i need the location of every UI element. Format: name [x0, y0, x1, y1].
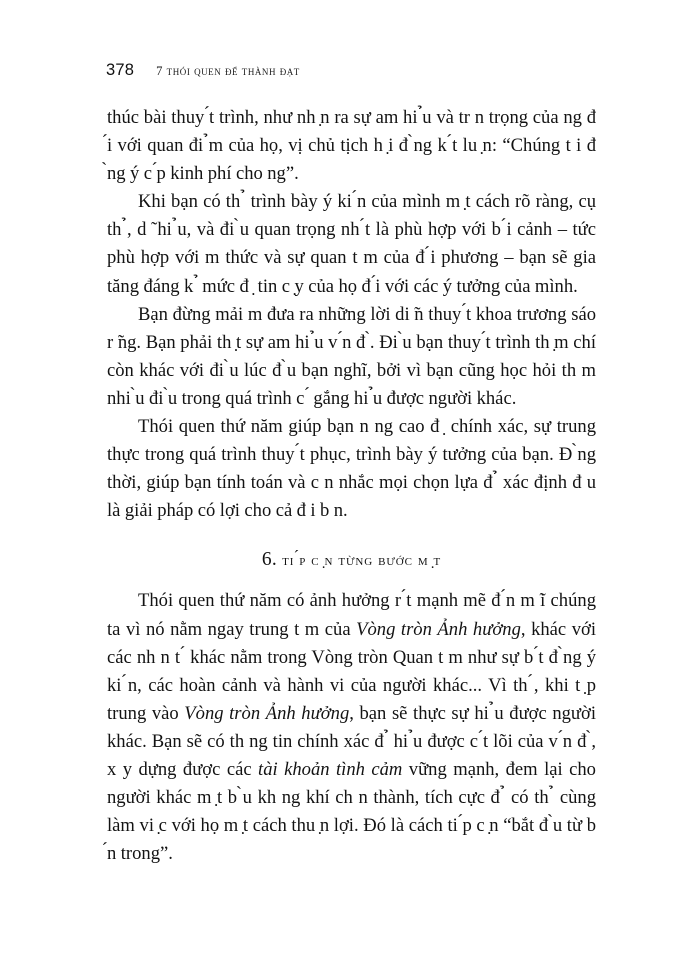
emphasis-text: Vòng tròn Ảnh hưởng — [184, 702, 350, 724]
paragraph — [107, 301, 596, 413]
body-text: Bạn đừng mải m đưa ra những lời di ̃n thuy ́t khoa trương sáo r ̃ng. Bạn phải th ̣t sự am hi ̉u v ́n đ ̀. Đi ̀u bạn thuy ́t trình th ̣m chí còn khác với đi ̀u lúc đ ̀u bạn nghĩ, bởi vì bạn cũng học hỏi th m nhi ̀u đi ̀u trong quá trình c ́ gắng hi ̉u được người khác. — [107, 303, 596, 409]
heading-spacer-below — [107, 572, 596, 587]
section-heading-title: ti ́p c ̣n từng bước m ̣t — [282, 550, 442, 570]
body-text: thúc bài thuy ́t trình, như nh ̣n ra sự am hi ̉u và tr n trọng của ng đ ́i với quan đi ̉m của họ, vị chủ tịch h ̣i đ ̀ng k ́t lu ̣n: “Chúng t i đ ̀ng ý c ́p kinh phí cho ng”. — [107, 107, 596, 185]
paragraph — [107, 188, 596, 300]
body-text: Thói quen thứ năm giúp bạn n ng cao đ ̣ chính xác, sự trung thực trong quá trình thuy ́t phục, trình bày ý tưởng của bạn. Đ ̀ng thời, giúp bạn tính toán và c n nhắc mọi chọn lựa đ ̉ xác định đ u là giải pháp có lợi cho cả đ i b n. — [107, 416, 596, 522]
page-number: 378 — [106, 61, 135, 79]
heading-spacer-above — [107, 525, 596, 545]
body-text: Thói quen thứ năm có ảnh hưởng r ́t mạnh mẽ đ ́n m ̃i chúng ta vì nó nằm ngay trung t m của — [107, 590, 596, 640]
section-heading — [107, 545, 596, 572]
running-header — [106, 62, 596, 86]
text-column — [107, 104, 596, 868]
paragraph — [107, 587, 596, 868]
body-text: , bạn sẽ thực sự hi ̉u được người khác. Bạn sẽ có th ng tin chính xác đ ̉ hi ̉u được c ́t lõi của v ́n đ ̀, x y dựng được các — [107, 702, 597, 780]
body-text: Khi bạn có th ̉ trình bày ý ki ́n của mình m ̣t cách rõ ràng, cụ th ̉, d ̃ hi ̉u, và đi ̀u quan trọng nh ́t là phù hợp với b ́i cảnh – tức phù hợp với m thức và sự quan t m của đ ́i phương – bạn sẽ gia tăng đáng k ̉ mức đ ̣ tin c ̣y của họ đ ́i với các ý tưởng của mình. — [107, 191, 596, 297]
emphasis-text: tài khoản tình cảm — [258, 758, 403, 780]
running-header-title: 7 thói quen để thành đạt — [156, 64, 300, 78]
paragraph — [107, 104, 596, 188]
body-text: vững mạnh, đem lại cho người khác m ̣t b ̀u kh ng khí ch n thành, tích cực đ ̉ có th ̉ cùng làm vi ̣c với họ m ̣t cách thu ̣n lợi. Đó là cách ti ́p c ̣n “bắt đ ̀u từ b ́n trong”. — [107, 758, 596, 865]
emphasis-text: Vòng tròn Ảnh hưởng — [356, 618, 521, 640]
paragraph — [107, 413, 596, 525]
section-heading-number: 6. — [261, 549, 278, 571]
body-text: , khác với các nh n t ́ khác nằm trong Vòng tròn Quan t m như sự b ́t đ ̀ng ý ki ́n, các hoàn cảnh và hành vi của người khác... Vì th ́, khi t ̣p trung vào — [107, 618, 597, 724]
